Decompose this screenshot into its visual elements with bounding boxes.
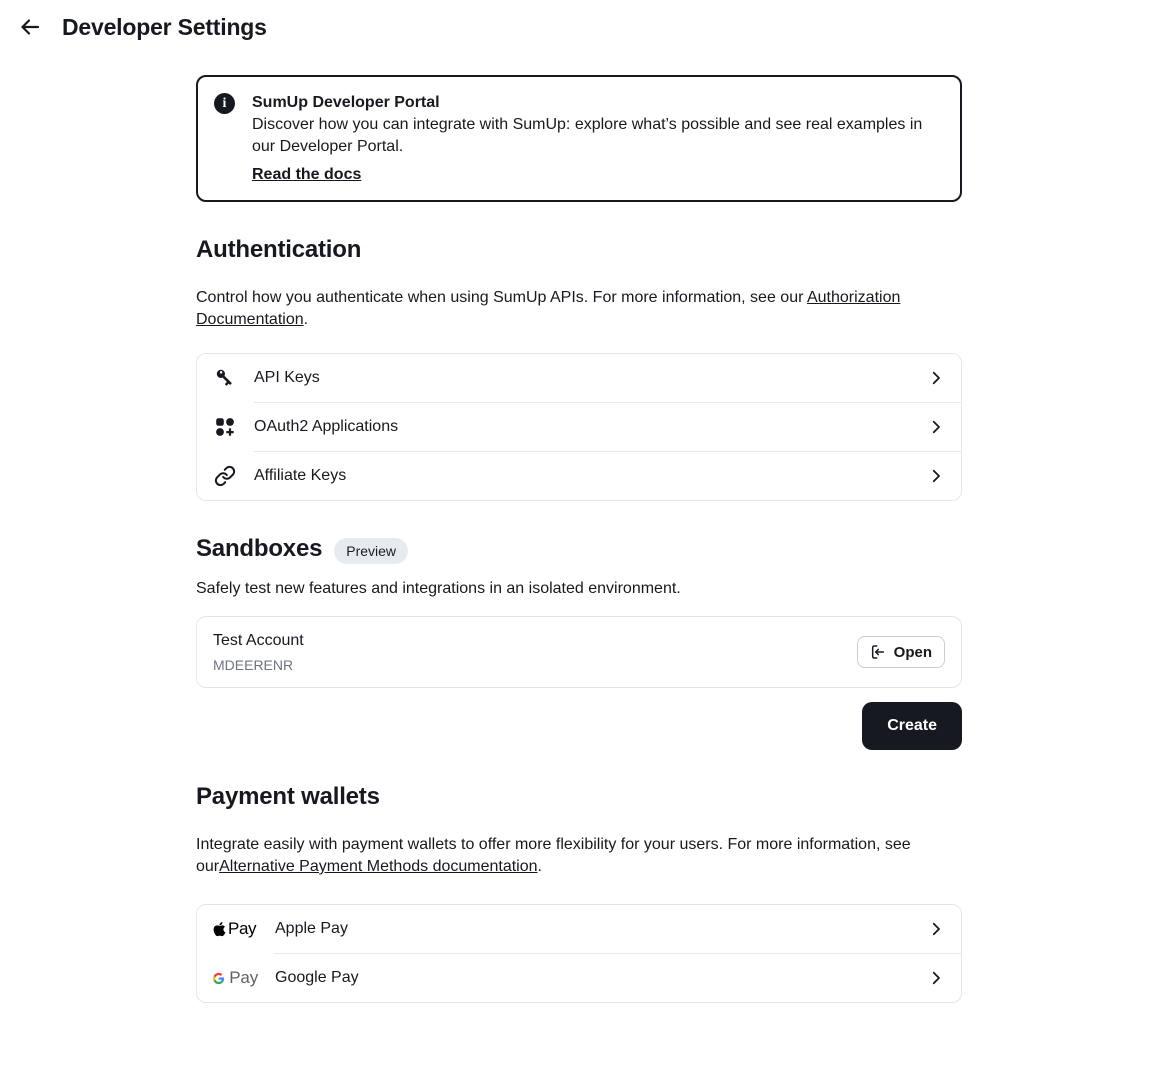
- banner-body: Discover how you can integrate with SumUp: explore what’s possible and see real examples in our Developer Portal.: [252, 116, 923, 155]
- chevron-right-icon: [927, 467, 945, 485]
- payment-wallets-description-text: Integrate easily with payment wallets to offer more flexibility for your users. For more information, see our: [196, 836, 911, 875]
- list-item-oauth2-applications[interactable]: [197, 403, 961, 451]
- sandbox-account-info: [213, 630, 304, 674]
- page-title: Developer Settings: [62, 13, 267, 40]
- list-item-label: Google Pay: [275, 969, 359, 986]
- chevron-right-icon: [927, 969, 945, 987]
- open-sandbox-button[interactable]: [857, 636, 945, 668]
- sandbox-account-code: MDEERENR: [213, 657, 294, 673]
- banner-content: [252, 92, 944, 184]
- authentication-heading: Authentication: [196, 236, 362, 263]
- main-content: [196, 75, 962, 1003]
- oauth2-apps-icon: [213, 415, 237, 439]
- create-sandbox-button[interactable]: Create: [862, 702, 962, 750]
- payment-wallets-description-period: .: [537, 858, 542, 875]
- google-pay-logo: [213, 968, 258, 988]
- authentication-description-text: Control how you authenticate when using SumUp APIs. For more information, see our: [196, 289, 807, 306]
- create-button-row: [196, 702, 962, 750]
- list-item-affiliate-keys[interactable]: [197, 452, 961, 500]
- list-item-label: Affiliate Keys: [254, 467, 347, 484]
- apple-pay-logo: [213, 919, 258, 939]
- back-button[interactable]: [16, 13, 44, 41]
- preview-badge: Preview: [334, 538, 408, 564]
- banner-title: SumUp Developer Portal: [252, 94, 440, 111]
- authentication-list-card: [196, 353, 962, 501]
- back-arrow-icon: [18, 15, 42, 39]
- list-item-api-keys[interactable]: [197, 354, 961, 402]
- list-item-google-pay[interactable]: [197, 954, 961, 1002]
- list-item-label: OAuth2 Applications: [254, 418, 399, 435]
- authentication-description: [196, 287, 962, 331]
- list-item-label: API Keys: [254, 369, 320, 386]
- open-button-label: Open: [893, 643, 932, 661]
- authentication-description-period: .: [303, 311, 309, 328]
- apple-pay-logo-text: Pay: [228, 919, 257, 938]
- sandboxes-heading-row: [196, 533, 962, 564]
- payment-wallets-card: [196, 904, 962, 1003]
- sandboxes-description: Safely test new features and integrations in an isolated environment.: [196, 580, 681, 597]
- sandbox-account-name: Test Account: [213, 632, 304, 649]
- key-icon: [213, 366, 237, 390]
- chevron-right-icon: [927, 369, 945, 387]
- info-icon: i: [214, 93, 235, 114]
- sandboxes-heading: Sandboxes: [196, 534, 323, 562]
- chevron-right-icon: [927, 920, 945, 938]
- developer-portal-banner: [196, 75, 962, 202]
- sandbox-account-card: [196, 616, 962, 688]
- list-item-apple-pay[interactable]: [197, 905, 961, 953]
- affiliate-link-icon: [213, 464, 237, 488]
- list-item-label: Apple Pay: [275, 920, 348, 937]
- alternative-payment-methods-link[interactable]: Alternative Payment Methods documentation: [219, 858, 538, 875]
- google-pay-logo-text: Pay: [229, 968, 258, 987]
- payment-wallets-heading: Payment wallets: [196, 783, 380, 810]
- page-header: [0, 0, 1162, 41]
- login-icon: [870, 644, 886, 660]
- payment-wallets-description: [196, 834, 962, 878]
- read-the-docs-link[interactable]: Read the docs: [252, 166, 362, 183]
- authorization-documentation-link[interactable]: Authorization Documentation: [196, 289, 901, 328]
- chevron-right-icon: [927, 418, 945, 436]
